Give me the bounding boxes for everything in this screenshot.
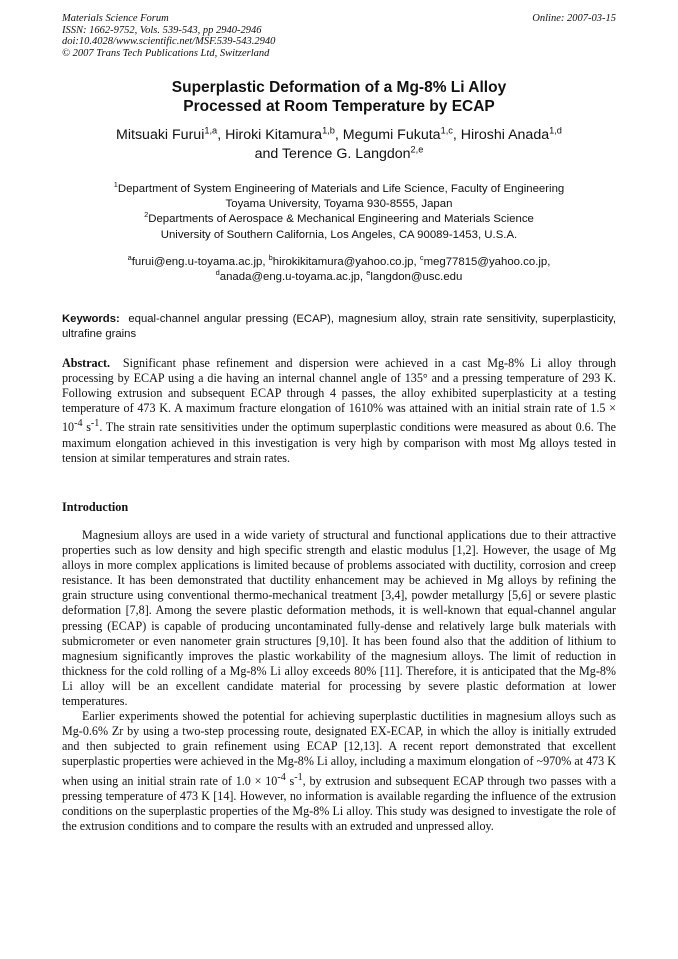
title-line-2: Processed at Room Temperature by ECAP: [183, 98, 495, 115]
author-affil-mark: 2,e: [410, 144, 424, 155]
abstract-text: s: [82, 420, 91, 435]
section-heading-introduction: Introduction: [62, 500, 129, 514]
author-affil-mark: 1,d: [549, 125, 562, 136]
author-affil-mark: 1,c: [440, 125, 453, 136]
online-date: Online: 2007-03-15: [532, 13, 616, 24]
keywords: [62, 312, 616, 343]
author-name: Megumi Fukuta: [342, 127, 441, 143]
affil-mark: 2: [144, 210, 149, 220]
author-name: Hiroshi Anada: [460, 127, 550, 143]
affiliation-1-line-1: [62, 182, 616, 197]
email-mark: b: [268, 253, 273, 263]
exponent: -1: [90, 418, 100, 430]
abstract-text: . The strain rate sensitivities under the optimum superplastic conditions were measured as about 0.6. The maximum elongation achieved in this investigation is very high by comparison with most Mg alloys tested in tension at similar temperatures and strain rates.: [62, 420, 616, 465]
keywords-label: Keywords:: [62, 313, 120, 325]
doi-line: doi:10.4028/www.scientific.net/MSF.539-543.2940: [62, 36, 276, 48]
author-list: [62, 126, 616, 164]
issn-line: ISSN: 1662-9752, Vols. 539-543, pp 2940-2946: [62, 24, 262, 36]
email-mark: e: [366, 267, 371, 277]
paragraph: Magnesium alloys are used in a wide variety of structural and functional applications due to their attractive properties such as low density and high specific strength and elastic modulus [1,2]. However, the usage of Mg alloys in more complex applications is limited because of problems associated with ductility, corrosion and creep resistance. It has been demonstrated that ductility enhancement may be achieved in Mg alloys by refining the grain structure using conventional thermo-mechanical treatment [3,4], powder metallurgy [5,6] or severe plastic deformation [7,8]. Among the severe plastic deformation methods, it is well-known that equal-channel angular pressing (ECAP) is capable of producing uncontaminated fully-dense and relatively large bulk materials with submicrometer or even nanometer grain structures [9,10]. It has been found also that the addition of lithium to magnesium significantly improves the plastic workability of the magnesium alloys. The limit of reduction in thickness for the cold rolling of a Mg-8% Li alloy exceeds 80% [11]. Therefore, it is anticipated that the Mg-8% Li alloy will be an excellent candidate material for processing by severe plastic deformation at lower temperatures.: [62, 528, 616, 709]
email-link[interactable]: furui@eng.u-toyama.ac.jp,: [131, 256, 266, 268]
author-line-2: [62, 145, 616, 164]
paragraph-text: s: [285, 773, 295, 788]
email-link[interactable]: anada@eng.u-toyama.ac.jp,: [219, 270, 364, 283]
author-line-1: Mitsuaki Furui$^{1,a}$, Hiroki Kitamura$^{1,b}$, Megumi Fukuta$^{1,c}$, Hiroshi Anada$^{1,d}$: [116, 125, 562, 143]
paragraph-text: Earlier experiments showed the potential for achieving superplastic ductilities in magnesium alloys such as Mg-0.6% Zr by using a two-step processing route, designated EX-ECAP, in which the alloy is initially extruded and then subjected to grain refinement using ECAP [12,13]. A recent report demonstrated that excellent superplastic properties were achieved in the Mg-8% Li alloy, including a maximum elongation of ~970% at 473 K when using an initial strain rate of 1.0 × 10: [62, 709, 616, 788]
exponent: -1: [294, 771, 303, 783]
abstract: [62, 356, 616, 466]
email-mark: d: [215, 267, 220, 277]
email-mark: a: [127, 253, 132, 263]
abstract-text: Significant phase refinement and dispersion were achieved in a cast Mg-8% Li alloy through processing by ECAP using a die having an internal channel angle of 135° and a pressing temperature of 293 K. Following extrusion and subsequent ECAP through 4 passes, the alloy exhibited superplasticity at a testing temperature of 473 K. A maximum fracture elongation of 1610% was attained with an initial strain rate of 1.5 × 10: [62, 356, 617, 435]
email-line-2: [62, 267, 616, 285]
affiliation-2-line-2: University of Southern California, Los Angeles, CA 90089-1453, U.S.A.: [160, 228, 518, 241]
email-line-1: [62, 255, 616, 270]
email-list: [62, 255, 616, 284]
abstract-label: Abstract.: [62, 356, 111, 370]
journal-header: [62, 13, 616, 59]
email-mark: c: [419, 253, 424, 263]
affiliation-2-line-1: [62, 212, 616, 227]
author-affil-mark: 1,a: [204, 125, 218, 136]
author-name: Mitsuaki Furui: [116, 127, 205, 143]
email-link[interactable]: langdon@usc.edu: [370, 270, 463, 283]
email-link[interactable]: hirokikitamura@yahoo.co.jp,: [272, 256, 417, 268]
exponent: -4: [277, 771, 286, 783]
author-name: Hiroki Kitamura: [225, 127, 323, 143]
title-line-1: Superplastic Deformation of a Mg-8% Li Alloy: [171, 79, 507, 96]
paragraph: [62, 709, 616, 834]
paragraph-text: , by extrusion and subsequent ECAP through two passes with a pressing temperature of 473 K [14]. However, no information is available regarding the influence of the extrusion conditions on the superplastic properties of the Mg-8% Li alloy. This study was designed to investigate the role of the extrusion conditions and to compare the results with an extruded and unpressed alloy.: [62, 773, 617, 833]
author-name: Terence G. Langdon: [281, 146, 411, 162]
affil-text: Departments of Aerospace & Mechanical Engineering and Materials Science: [148, 213, 534, 226]
author-affil-mark: 1,b: [322, 125, 335, 136]
keywords-text: equal-channel angular pressing (ECAP), magnesium alloy, strain rate sensitivity, superplasticity, ultrafine grains: [62, 313, 617, 341]
email-link[interactable]: meg77815@yahoo.co.jp,: [423, 256, 551, 268]
copyright-line: © 2007 Trans Tech Publications Ltd, Switzerland: [62, 47, 270, 59]
author-conjunction: and: [254, 146, 279, 162]
paper-title: [62, 78, 616, 116]
journal-name: Materials Science Forum: [62, 13, 169, 24]
affiliation-1-line-2: Toyama University, Toyama 930-8555, Japan: [225, 198, 453, 211]
introduction-body: [62, 528, 616, 834]
affiliations: [62, 182, 616, 243]
affil-mark: 1: [113, 180, 118, 190]
affil-text: Department of System Engineering of Materials and Life Science, Faculty of Engineering: [117, 183, 565, 195]
exponent: -4: [74, 418, 83, 430]
